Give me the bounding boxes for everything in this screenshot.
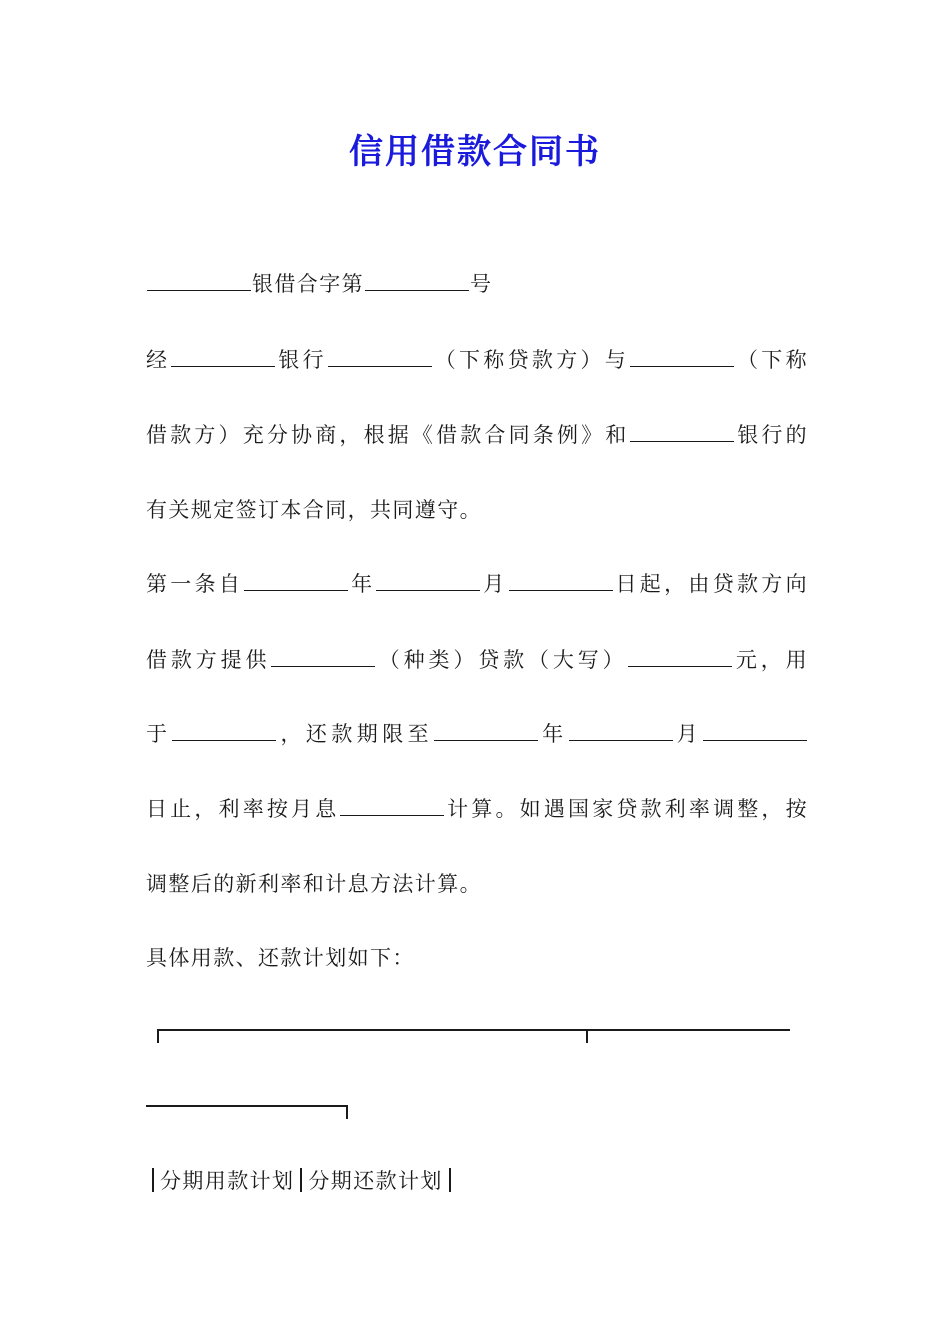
blank-field xyxy=(630,365,734,367)
paragraph-line xyxy=(146,794,808,824)
text-segment: 元，用 xyxy=(733,648,809,672)
text-segment: 年 xyxy=(349,572,376,596)
table-header-cell: 分期还款计划 xyxy=(308,1169,443,1193)
text-segment: 月 xyxy=(481,572,508,596)
text-segment: （种类）贷款（大写） xyxy=(376,648,628,672)
document-title: 信用借款合同书 xyxy=(349,132,601,172)
text-segment: 日止，利率按月息 xyxy=(146,797,340,821)
text-segment: 号 xyxy=(470,272,493,296)
paragraph-line xyxy=(146,345,808,375)
blank-field xyxy=(376,589,480,591)
blank-field xyxy=(630,440,734,442)
table-cell-border xyxy=(449,1168,451,1192)
paragraph-line: 有关规定签订本合同，共同遵守。 xyxy=(146,498,482,522)
paragraph-line: 调整后的新利率和计息方法计算。 xyxy=(146,872,482,896)
table-header-row xyxy=(146,1166,457,1196)
text-segment: 借款方提供 xyxy=(146,648,271,672)
text-segment: 于 xyxy=(146,722,172,746)
text-segment: 第一条自 xyxy=(146,572,244,596)
paragraph-line xyxy=(146,645,808,675)
text-segment: 日起，由贷款方向 xyxy=(613,572,808,596)
blank-field xyxy=(244,589,348,591)
plan-intro-line: 具体用款、还款计划如下： xyxy=(146,946,415,970)
contract-number-line xyxy=(146,269,808,299)
text-segment: 月 xyxy=(673,722,702,746)
text-segment: 年 xyxy=(539,722,568,746)
text-segment: ，还款期限至 xyxy=(277,722,434,746)
blank-field xyxy=(365,289,469,291)
text-segment: 银行的 xyxy=(735,423,809,447)
blank-field xyxy=(271,665,375,667)
blank-field xyxy=(340,814,444,816)
text-segment: （下称 xyxy=(735,348,809,372)
blank-field xyxy=(434,739,538,741)
table-header-cell: 分期用款计划 xyxy=(160,1169,295,1193)
table-top-rule xyxy=(157,1029,790,1031)
table-top-rule-continued xyxy=(146,1105,348,1107)
table-corner-left xyxy=(157,1029,159,1043)
blank-field xyxy=(703,739,807,741)
table-cell-border xyxy=(152,1168,154,1192)
text-segment: 经 xyxy=(146,348,171,372)
text-segment: 借款方）充分协商，根据《借款合同条例》和 xyxy=(146,423,630,447)
table-cell-border xyxy=(300,1168,302,1192)
blank-field xyxy=(328,365,432,367)
article-one-line xyxy=(146,569,808,599)
table-column-divider xyxy=(586,1029,588,1043)
blank-field xyxy=(569,739,673,741)
paragraph-line xyxy=(146,719,808,749)
paragraph-line xyxy=(146,420,808,450)
blank-field xyxy=(628,665,732,667)
blank-field xyxy=(509,589,613,591)
blank-field xyxy=(171,365,275,367)
text-segment: 银借合字第 xyxy=(252,272,364,296)
text-segment: （下称贷款方）与 xyxy=(432,348,630,372)
text-segment: 计算。如遇国家贷款利率调整，按 xyxy=(445,797,808,821)
text-segment: 银行 xyxy=(276,348,327,372)
table-corner-right xyxy=(346,1105,348,1119)
blank-field xyxy=(147,289,251,291)
blank-field xyxy=(172,739,276,741)
